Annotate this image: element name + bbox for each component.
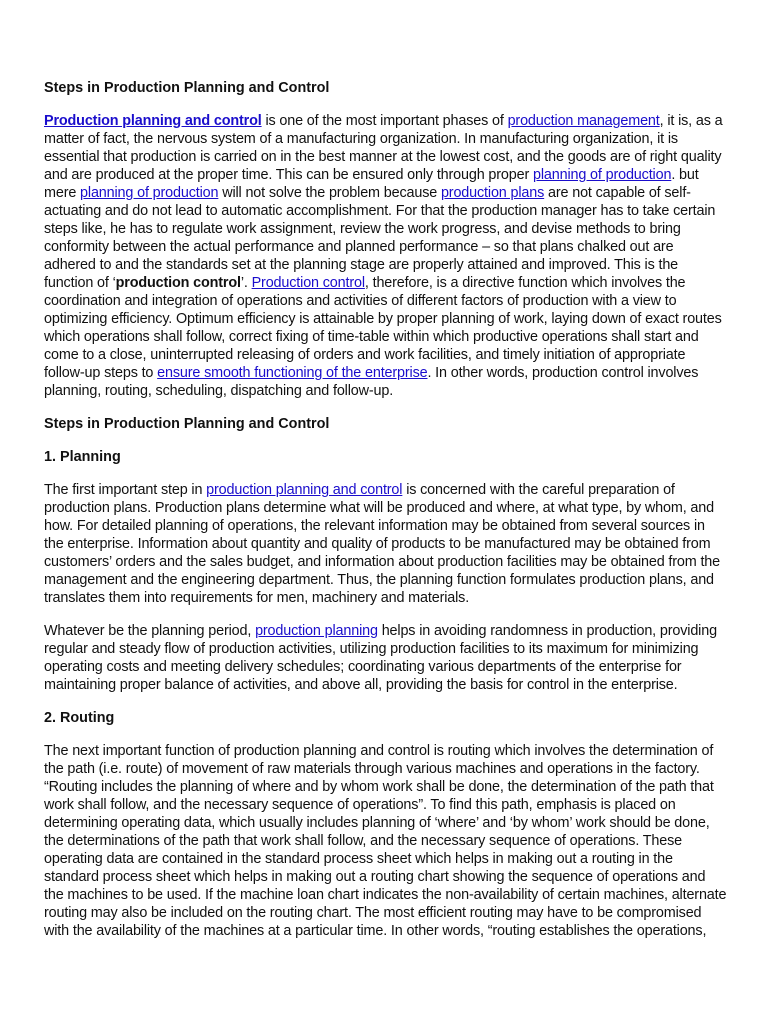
intro-text-8: . In other words, production control involves planning, routing, scheduling, dispatching and follow-up. bbox=[44, 365, 699, 399]
intro-text-1: is one of the most important phases of bbox=[261, 113, 508, 129]
intro-text-2: , it is, as a matter of fact, the nervous system of a manufacturing organization. In manufacturing organization, it is essential that production is carried on in the best manner at the lowest cost, and the goods are of right quality and are produced at the proper time. This can be ensured only through proper bbox=[44, 113, 723, 183]
planning-paragraph-1 bbox=[44, 481, 728, 607]
planning-p1-text-b: is concerned with the careful preparation of production plans. Production plans determine what will be produced and where, at what type, by whom, and how. For detailed planning of operations, the relevant information may be obtained from several sources in the enterprise. Information about quantity and quality of products to be manufactured may be obtained from customers’ orders and the sales budget, and information about production facilities may be obtained from the management and the engineering department. Thus, the planning function formulates production plans, and translates them into requirements for men, machinery and materials. bbox=[44, 482, 721, 606]
routing-paragraph-1: The next important function of production planning and control is routing which involves the determination of the path (i.e. route) of movement of raw materials through various machines and operations in the factory. “Routing includes the planning of where and by whom work shall be done, the determination of the path that work shall follow, and the necessary sequence of operations”. To find this path, emphasis is placed on determining operating data, which usually includes planning of ‘where’ and ‘by whom’ work should be done, the determinations of the path that work shall follow, and the necessary sequence of operations. These operating data are contained in the standard process sheet which helps in making out a routing in the standard process sheet which helps in making out a routing chart showing the sequence of operations and the machines to be used. If the machine loan chart indicates the non-availability of certain machines, alternate routing may also be included on the routing chart. The most efficient routing may have to be compromised with the availability of the machines at a particular time. In other words, “routing establishes the operations, bbox=[44, 743, 727, 939]
page-title: Steps in Production Planning and Control bbox=[44, 80, 330, 96]
intro-text-5: are not capable of self-actuating and do not lead to automatic accomplishment. For that the production manager has to take certain steps like, he has to regulate work assignment, review the work progress, and devise methods to bring conformity between the actual performance and planned performance – so that plans chalked out are adhered to and the standards set at the planning stage are properly attained and improved. This is the function of ‘ bbox=[44, 185, 716, 291]
link-production-control[interactable]: Production control bbox=[251, 275, 365, 291]
planning-heading: 1. Planning bbox=[44, 449, 121, 465]
link-production-planning-and-control-2[interactable]: production planning and control bbox=[206, 482, 403, 498]
bold-production-control: production control bbox=[115, 275, 241, 291]
link-production-planning-and-control[interactable]: Production planning and control bbox=[44, 113, 262, 129]
link-production-plans[interactable]: production plans bbox=[440, 185, 545, 201]
steps-heading: Steps in Production Planning and Control bbox=[44, 416, 330, 432]
routing-heading: 2. Routing bbox=[44, 710, 115, 726]
document-body bbox=[44, 79, 728, 940]
intro-text-3: . but mere bbox=[44, 167, 699, 201]
link-production-management[interactable]: production management bbox=[507, 113, 660, 129]
planning-p1-text-a: The first important step in bbox=[44, 482, 207, 498]
planning-paragraph-2 bbox=[44, 622, 728, 694]
intro-text-7: , therefore, is a directive function which involves the coordination and integration of operations and activities of different factors of production with a view to optimizing efficiency. Optimum efficiency is attainable by proper planning of work, laying down of exact routes which operations shall follow, correct fixing of time-table within which productive operations shall start and come to a close, uninterrupted releasing of orders and work facilities, and timely initiation of appropriate follow-up steps to bbox=[44, 275, 722, 381]
planning-p2-text-b: helps in avoiding randomness in production, providing regular and steady flow of production activities, utilizing production facilities to its maximum for minimizing operating costs and meeting delivery schedules; coordinating various departments of the enterprise for maintaining proper balance of activities, and above all, providing the basis for control in the enterprise. bbox=[44, 623, 717, 693]
intro-text-6: ’. bbox=[240, 275, 252, 291]
link-planning-of-production-1[interactable]: planning of production bbox=[532, 167, 672, 183]
link-ensure-smooth-functioning[interactable]: ensure smooth functioning of the enterprise bbox=[157, 365, 428, 381]
intro-text-4: will not solve the problem because bbox=[218, 185, 441, 201]
link-planning-of-production-2[interactable]: planning of production bbox=[80, 185, 219, 201]
intro-paragraph bbox=[44, 112, 728, 400]
link-production-planning[interactable]: production planning bbox=[255, 623, 378, 639]
planning-p2-text-a: Whatever be the planning period, bbox=[44, 623, 256, 639]
